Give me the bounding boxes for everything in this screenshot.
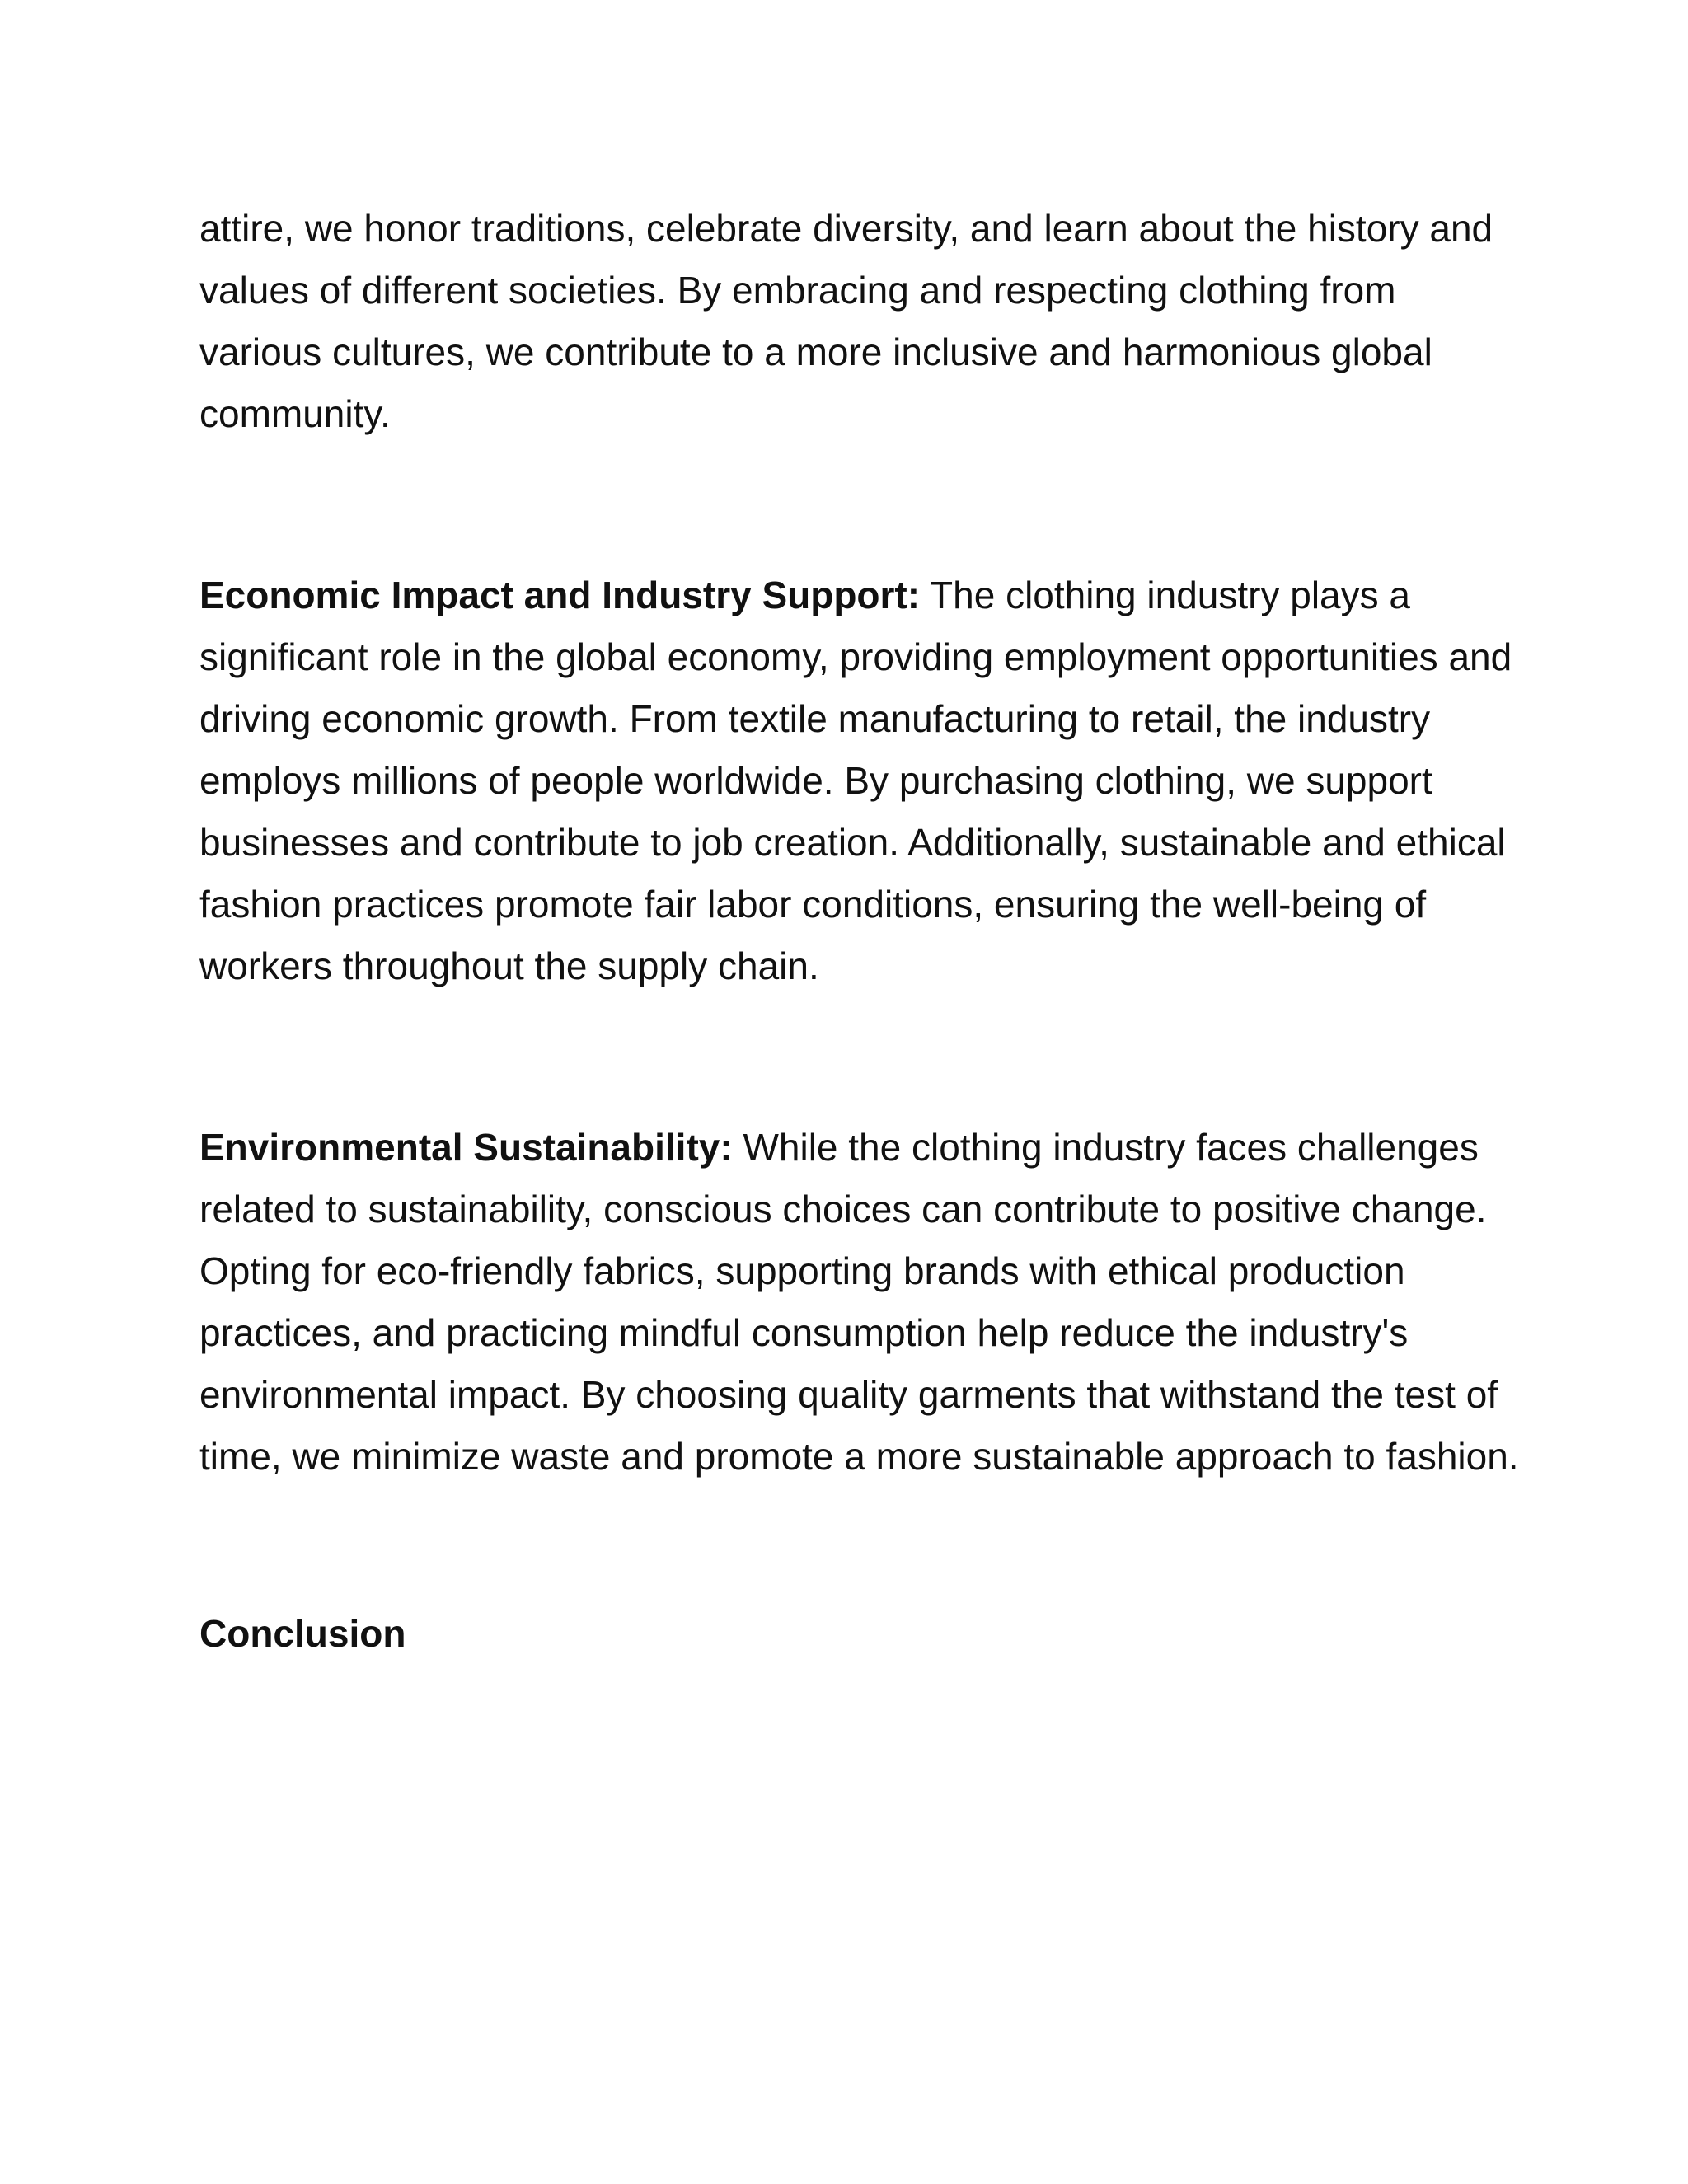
paragraph-lead-heading: Economic Impact and Industry Support: <box>199 574 921 616</box>
section-heading-conclusion: Conclusion <box>199 1612 406 1655</box>
paragraph-text: attire, we honor traditions, celebrate diversity, and learn about the history and values of different societies. By embracing and respecting clothing from various cultures, we contribute to a more inclusive and harmonious global community. <box>199 207 1493 435</box>
document-body <box>199 198 1526 1665</box>
paragraph-environmental-sustainability <box>199 1117 1526 1488</box>
paragraph-text: While the clothing industry faces challenges related to sustainability, conscious choices can contribute to positive change. Opting for eco-friendly fabrics, supporting brands with ethical production practices, and practicing mindful consumption help reduce the industry's environmental impact. By choosing quality garments that withstand the test of time, we minimize waste and promote a more sustainable approach to fashion. <box>199 1126 1519 1478</box>
paragraph-lead-heading: Environmental Sustainability: <box>199 1126 733 1169</box>
paragraph-economic-impact <box>199 565 1526 997</box>
paragraph-cultural-attire <box>199 198 1526 445</box>
paragraph-text: The clothing industry plays a significant role in the global economy, providing employment opportunities and driving economic growth. From textile manufacturing to retail, the industry employs millions of people worldwide. By purchasing clothing, we support businesses and contribute to job creation. Additionally, sustainable and ethical fashion practices promote fair labor conditions, ensuring the well-being of workers throughout the supply chain. <box>199 574 1512 987</box>
